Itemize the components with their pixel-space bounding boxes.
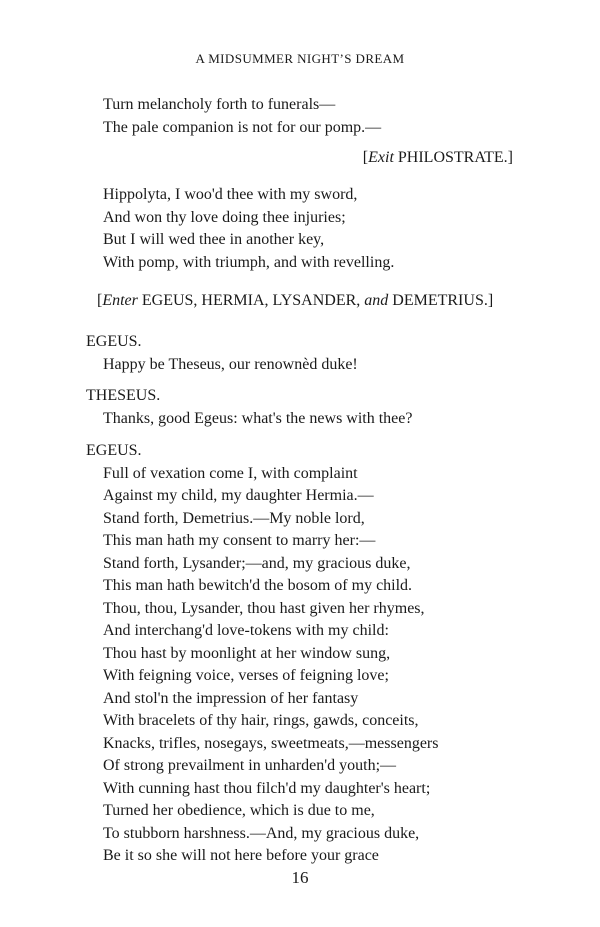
stage-verb-enter: Enter [102, 292, 138, 309]
stage-direction-exit [363, 147, 513, 169]
verse-line: Knacks, trifles, nosegays, sweetmeats,—messengers [103, 734, 439, 752]
speaker-name: EGEUS. [86, 442, 142, 459]
verse-line: Be it so she will not here before your grace [103, 847, 379, 864]
verse-line: To stubborn harshness.—And, my gracious duke, [103, 824, 420, 842]
entering-character-last: DEMETRIUS.] [388, 292, 494, 309]
verse-line: And stol'n the impression of her fantasy [103, 689, 359, 707]
running-head: A MIDSUMMER NIGHT’S DREAM [195, 51, 405, 66]
verse-line: This man hath my consent to marry her:— [103, 532, 376, 549]
verse-line: Stand forth, Demetrius.—My noble lord, [103, 509, 365, 527]
page-number: 16 [291, 868, 309, 887]
verse-line: Full of vexation come I, with complaint [103, 464, 358, 482]
bracket: [ [362, 149, 369, 166]
speech-egeus-2 [0, 440, 600, 868]
verse-line: With bracelets of thy hair, rings, gawds, conceits, [103, 712, 419, 729]
verse-line: But I will wed thee in another key, [103, 231, 325, 248]
verse-line: And interchang'd love-tokens with my child: [103, 622, 389, 639]
verse-line: And won thy love doing thee injuries; [103, 208, 346, 226]
verse-line: This man hath bewitch'd the bosom of my child. [103, 577, 413, 594]
verse-line: With feigning voice, verses of feigning love; [103, 667, 389, 684]
stage-direction-name: PHILOSTRATE.] [393, 149, 513, 166]
verse-line: Of strong prevailment in unharden'd youth;— [103, 757, 397, 774]
bracket: [ [97, 292, 103, 309]
stage-direction-enter [97, 290, 493, 312]
verse-line: Turn melancholy forth to funerals— [103, 96, 336, 113]
speaker-name: EGEUS. [86, 333, 142, 350]
speech-egeus-1 [0, 331, 600, 376]
verse-line: Against my child, my daughter Hermia.— [103, 487, 374, 504]
verse-line: The pale companion is not for our pomp.— [103, 118, 382, 136]
verse-line: With pomp, with triumph, and with revelling. [103, 253, 395, 271]
verse-line: Stand forth, Lysander;—and, my gracious duke, [103, 554, 411, 572]
verse-block-hippolyta [0, 184, 600, 274]
verse-block-funerals [0, 94, 600, 139]
verse-line: Hippolyta, I woo'd thee with my sword, [103, 186, 358, 203]
verse-line: Thou hast by moonlight at her window sung, [103, 644, 391, 662]
verse-line: Thou, thou, Lysander, thou hast given her rhymes, [103, 599, 425, 617]
verse-line: Turned her obedience, which is due to me, [103, 802, 375, 819]
verse-line: Thanks, good Egeus: what's the news with thee? [103, 409, 413, 427]
entering-characters: EGEUS, HERMIA, LYSANDER, [137, 292, 361, 309]
verse-line: With cunning hast thou filch'd my daughter's heart; [103, 779, 431, 797]
stage-verb-exit: Exit [368, 149, 394, 166]
speech-theseus [0, 385, 600, 430]
verse-line: Happy be Theseus, our renownèd duke! [103, 355, 358, 373]
speaker-name: THESEUS. [86, 387, 161, 404]
conjunction: and [360, 292, 389, 309]
